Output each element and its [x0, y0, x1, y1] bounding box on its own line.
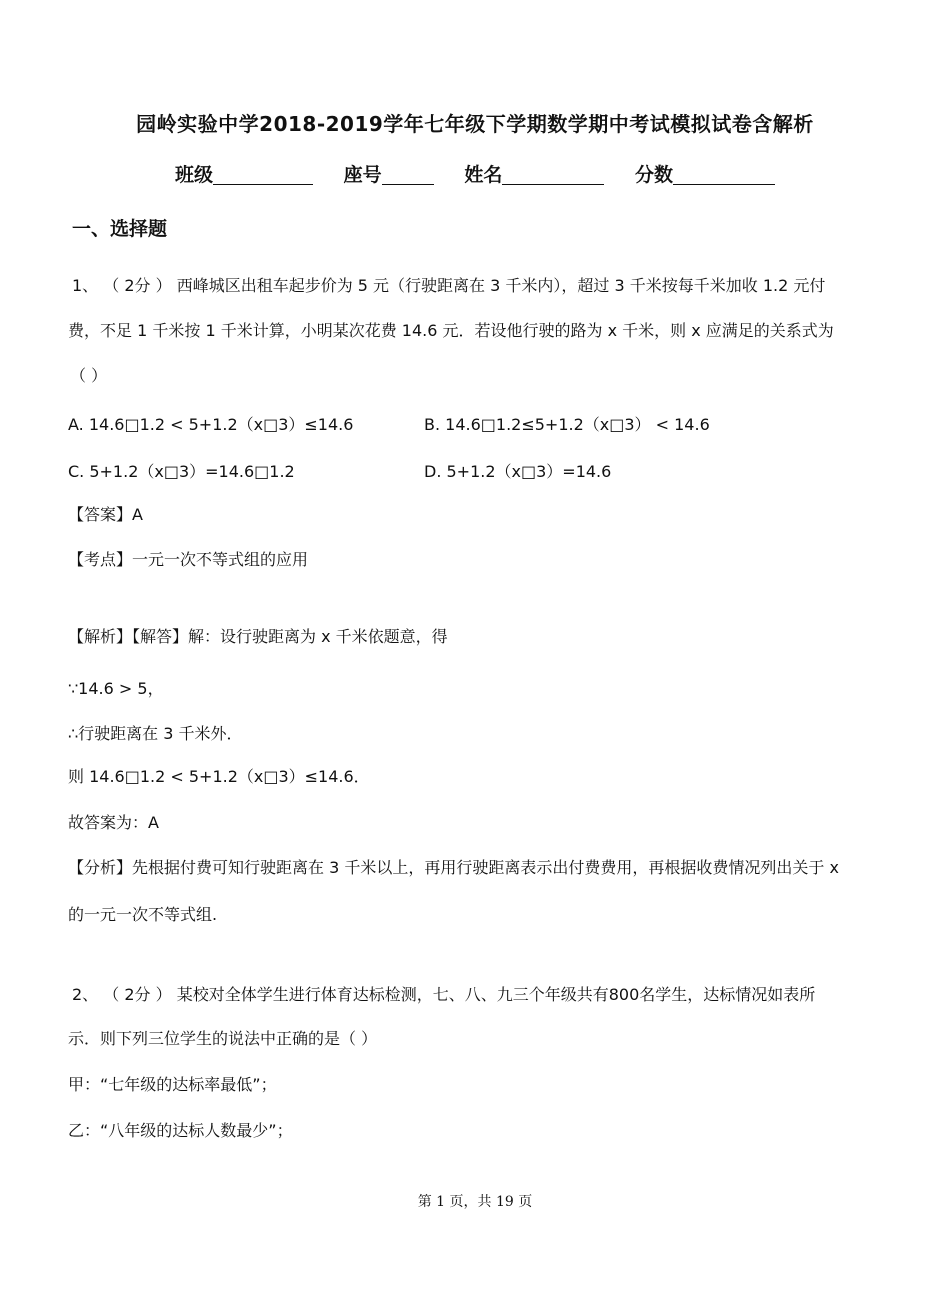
name-blank[interactable] — [502, 164, 604, 185]
name-field — [464, 160, 604, 187]
q1-step-3: 则 14.6□1.2 < 5+1.2（x□3）≤14.6． — [68, 767, 370, 786]
q1-step-1: ∵14.6 > 5， — [68, 679, 164, 698]
seat-blank[interactable] — [382, 164, 434, 185]
q1-option-a: A. 14.6□1.2 < 5+1.2（x□3）≤14.6 — [68, 415, 354, 434]
class-label: 班级 — [175, 164, 214, 186]
q1-step-4: 故答案为：A — [68, 813, 159, 832]
score-field — [635, 160, 775, 187]
q1-line-1: 1、 （ 2分 ） 西峰城区出租车起步价为 5 元（行驶距离在 3 千米内），超过 3 千米按每千米加收 1.2 元付 — [72, 276, 826, 295]
q1-jiexi: 【解析】【解答】解：设行驶距离为 x 千米依题意，得 — [68, 627, 448, 646]
q1-option-d: D. 5+1.2（x□3）=14.6 — [424, 462, 612, 481]
student-info-row — [0, 160, 950, 187]
q1-answer: 【答案】A — [68, 505, 143, 524]
q1-line-3: （ ） — [70, 366, 108, 385]
q1-step-2: ∴行驶距离在 3 千米外． — [68, 724, 243, 743]
score-label: 分数 — [634, 164, 673, 186]
section-title: 一、选择题 — [72, 218, 168, 240]
q1-line-2: 费，不足 1 千米按 1 千米计算，小明某次花费 14.6 元．若设他行驶的路为 x 千米，则 x 应满足的关系式为 — [68, 321, 834, 340]
seat-field — [344, 160, 434, 187]
q1-option-c: C. 5+1.2（x□3）=14.6□1.2 — [68, 462, 295, 481]
class-field — [175, 160, 313, 187]
class-blank[interactable] — [213, 164, 313, 185]
score-blank[interactable] — [673, 164, 775, 185]
q2-statement-jia: 甲：“七年级的达标率最低”； — [68, 1075, 277, 1094]
seat-label: 座号 — [343, 164, 382, 186]
q2-statement-yi: 乙：“八年级的达标人数最少”； — [68, 1121, 293, 1140]
document-title: 园岭实验中学2018-2019学年七年级下学期数学期中考试模拟试卷含解析 — [136, 112, 814, 136]
q2-line-1: 2、 （ 2分 ） 某校对全体学生进行体育达标检测，七、八、九三个年级共有800名学生，达标情况如表所 — [72, 985, 816, 1004]
q1-kaodian: 【考点】一元一次不等式组的应用 — [68, 550, 309, 569]
page-footer: 第 1 页，共 19 页 — [417, 1194, 533, 1210]
name-label: 姓名 — [464, 164, 503, 186]
q1-option-b: B. 14.6□1.2≤5+1.2（x□3） < 14.6 — [424, 415, 710, 434]
q2-line-2: 示．则下列三位学生的说法中正确的是（ ） — [68, 1029, 378, 1048]
q1-fenxi-line-1: 【分析】先根据付费可知行驶距离在 3 千米以上，再用行驶距离表示出付费费用，再根据收费情况列出关于 x — [68, 858, 839, 877]
q1-fenxi-line-2: 的一元一次不等式组. — [68, 905, 218, 924]
